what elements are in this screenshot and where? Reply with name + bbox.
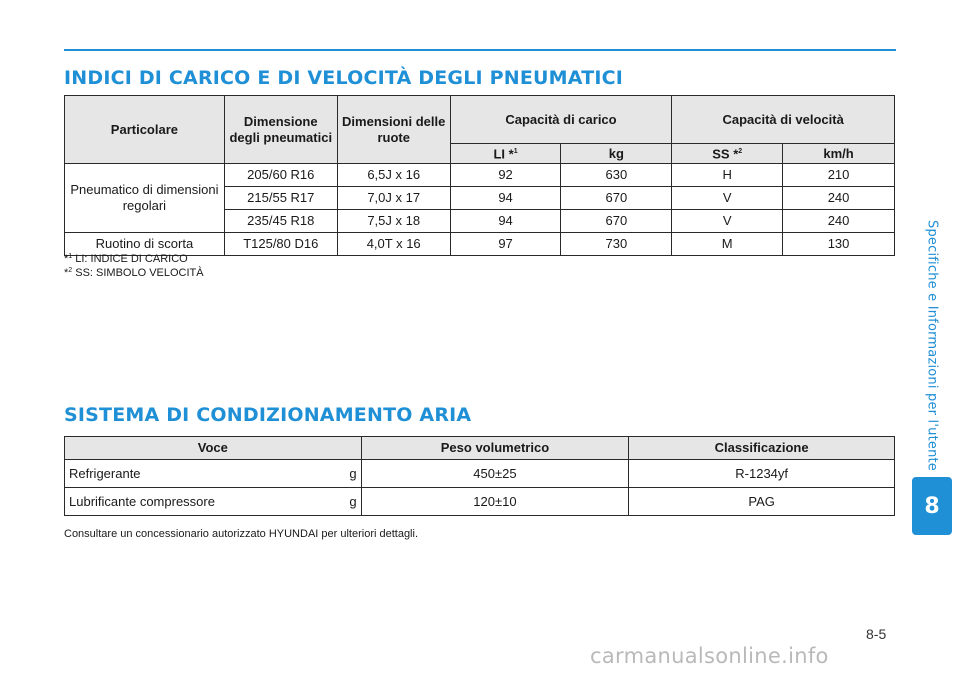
header-velocita: Capacità di velocità [672, 96, 895, 144]
ac-table [64, 436, 895, 516]
item-name [65, 460, 362, 488]
load-index: 97 [450, 233, 561, 256]
item-weight: 450±25 [361, 460, 629, 488]
spare-tire-label: Ruotino di scorta [65, 233, 225, 256]
load-index: 92 [450, 164, 561, 187]
ac-section-title: SISTEMA DI CONDIZIONAMENTO ARIA [64, 404, 472, 426]
regular-tire-label: Pneumatico di dimensioni regolari [65, 164, 225, 233]
load-index: 94 [450, 210, 561, 233]
speed-symbol: V [672, 187, 783, 210]
tire-section-title: INDICI DI CARICO E DI VELOCITÀ DEGLI PNEUMATICI [64, 67, 624, 89]
header-carico: Capacità di carico [450, 96, 672, 144]
header-classificazione: Classificazione [629, 437, 895, 460]
tire-size: 235/45 R18 [224, 210, 337, 233]
dealer-note: Consultare un concessionario autorizzato HYUNDAI per ulteriori dettagli. [64, 528, 419, 540]
tire-size: T125/80 D16 [224, 233, 337, 256]
table-row [65, 164, 895, 187]
wheel-size: 6,5J x 16 [337, 164, 450, 187]
page-number: 8-5 [866, 626, 887, 642]
header-particolare: Particolare [65, 96, 225, 164]
speed-kmh: 130 [783, 233, 895, 256]
table-row [65, 488, 895, 516]
watermark: carmanualsonline.info [590, 644, 829, 668]
top-rule [64, 49, 896, 51]
footnote-li: *$^1$ LI: INDICE DI CARICO [64, 253, 188, 265]
tire-size: 215/55 R17 [224, 187, 337, 210]
table-row [65, 460, 895, 488]
header-voce: Voce [65, 437, 362, 460]
item-unit: g [349, 493, 357, 509]
item-class: R-1234yf [629, 460, 895, 488]
load-kg: 670 [561, 187, 672, 210]
table-row-spare [65, 233, 895, 256]
chapter-tab[interactable]: 8 [912, 477, 952, 535]
speed-symbol: M [672, 233, 783, 256]
wheel-size: 4,0T x 16 [337, 233, 450, 256]
header-dimensione: Dimensione degli pneumatici [224, 96, 337, 164]
tire-size: 205/60 R16 [224, 164, 337, 187]
speed-kmh: 210 [783, 164, 895, 187]
header-kg: kg [561, 144, 672, 164]
item-name [65, 488, 362, 516]
load-kg: 630 [561, 164, 672, 187]
speed-symbol: H [672, 164, 783, 187]
header-peso: Peso volumetrico [361, 437, 629, 460]
header-ss: SS *$^2$ [672, 144, 783, 164]
header-ruote: Dimensioni delle ruote [337, 96, 450, 164]
load-kg: 670 [561, 210, 672, 233]
speed-kmh: 240 [783, 210, 895, 233]
header-kmh: km/h [783, 144, 895, 164]
footnote-ss: *$^2$ SS: SIMBOLO VELOCITÀ [64, 267, 204, 279]
item-weight: 120±10 [361, 488, 629, 516]
load-kg: 730 [561, 233, 672, 256]
speed-kmh: 240 [783, 187, 895, 210]
wheel-size: 7,0J x 17 [337, 187, 450, 210]
item-label: Lubrificante compressore [69, 493, 215, 509]
item-class: PAG [629, 488, 895, 516]
load-index: 94 [450, 187, 561, 210]
item-label: Refrigerante [69, 465, 141, 481]
tire-table [64, 95, 895, 256]
wheel-size: 7,5J x 18 [337, 210, 450, 233]
speed-symbol: V [672, 210, 783, 233]
item-unit: g [349, 465, 357, 481]
header-li: LI *$^1$ [450, 144, 561, 164]
chapter-side-title: Specifiche e Informazioni per l'utente [924, 219, 940, 471]
